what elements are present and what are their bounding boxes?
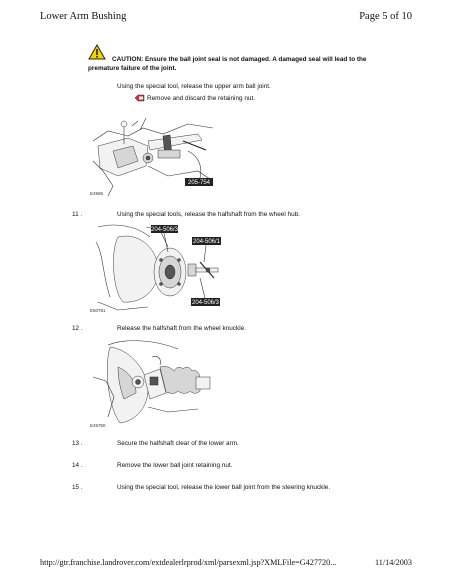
page-number: Page 5 of 10 [359,11,412,22]
new-part-icon [134,94,145,103]
figure-halfshaft-knuckle [88,337,212,429]
step-14-number: 14 . [72,462,83,469]
step-12-number: 12 . [72,325,83,332]
figure-id: E4596 [90,191,104,196]
figure-callout-3-label: 204-506/3 [191,300,220,307]
page-header-title: Lower Arm Bushing [40,11,127,22]
step-11-text: Using the special tools, release the halfshaft from the wheel hub. [117,211,300,218]
step-13-text: Secure the halfshaft clear of the lower arm. [117,440,239,447]
step-14-text: Remove the lower ball joint retaining nut. [117,462,233,469]
step-15-number: 15 . [72,484,83,491]
footer-url: http://gtr.franchise.landrover.com/extdealerlrprod/xml/parsexml.jsp?XMLFile=G427720... [40,558,337,567]
caution-text-line2: premature failure of the joint. [88,65,177,72]
figure-callout-1-label: 204-506/3 [150,227,179,234]
figure-callout-2-label: 204-506/1 [192,239,221,246]
step-10-text: Using the special tool, release the upper arm ball joint. [117,83,271,90]
step-12-text: Release the halfshaft from the wheel knuckle. [117,325,246,332]
step-15-text: Using the special tool, release the lower ball joint from the steering knuckle. [117,484,331,491]
step-13-number: 13 . [72,440,83,447]
step-10-subtext: Remove and discard the retaining nut. [147,95,255,102]
figure-id: E45750 [90,423,106,428]
figure-id: E50781 [90,308,106,313]
caution-text-line1: CAUTION: Ensure the ball joint seal is not damaged. A damaged seal will lead to the [112,56,367,63]
warning-triangle-icon [88,44,106,60]
figure-upper-ball-joint [88,106,218,198]
footer-date: 11/14/2003 [375,558,412,567]
figure-halfshaft-hub [88,222,222,314]
figure-callout-label: 205-754 [187,180,211,187]
step-11-number: 11 . [72,211,83,218]
